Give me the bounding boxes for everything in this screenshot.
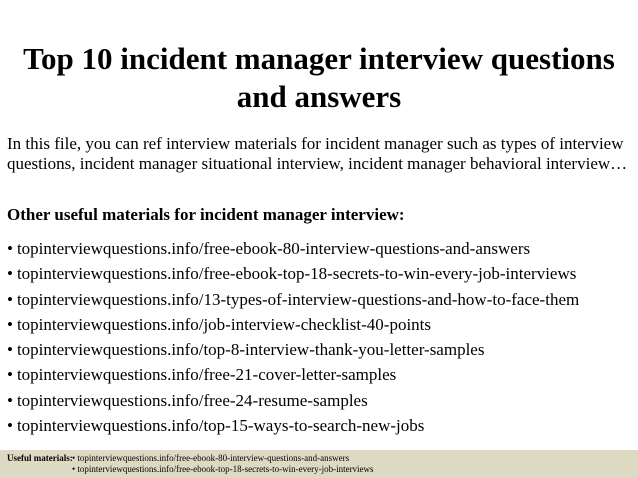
list-item — [7, 388, 579, 413]
list-item — [7, 236, 579, 261]
material-link[interactable]: topinterviewquestions.info/job-interview-checklist-40-points — [16, 314, 432, 334]
bullet: • — [7, 365, 13, 385]
material-link[interactable]: topinterviewquestions.info/13-types-of-interview-questions-and-how-to-face-them — [16, 289, 580, 309]
intro-paragraph: In this file, you can ref interview materials for incident manager such as types of interview questions, incident manager situational interview, incident manager behavioral interview… — [7, 134, 628, 173]
list-item — [7, 337, 579, 362]
bullet: • — [7, 416, 13, 436]
list-item — [7, 362, 579, 387]
footer-label — [7, 453, 72, 464]
footer-bullet: • — [72, 463, 76, 474]
material-link[interactable]: topinterviewquestions.info/free-24-resume-samples — [16, 390, 368, 410]
bullet: • — [7, 289, 13, 309]
footer-row — [7, 453, 638, 464]
bullet: • — [7, 314, 13, 334]
bullet: • — [7, 390, 13, 410]
bullet: • — [7, 264, 13, 284]
material-link[interactable]: topinterviewquestions.info/top-15-ways-to-search-new-jobs — [16, 416, 425, 436]
material-link[interactable]: topinterviewquestions.info/free-21-cover-letter-samples — [16, 365, 397, 385]
list-item — [7, 261, 579, 286]
footer-bar — [0, 450, 638, 478]
footer-label-text: Useful materials — [7, 453, 70, 463]
footer-link[interactable]: topinterviewquestions.info/free-ebook-80-interview-questions-and-answers — [77, 453, 350, 463]
material-link[interactable]: topinterviewquestions.info/free-ebook-top-18-secrets-to-win-every-job-interviews — [16, 264, 577, 284]
materials-heading: Other useful materials for incident manager interview: — [7, 205, 405, 224]
footer-link[interactable]: topinterviewquestions.info/free-ebook-top-18-secrets-to-win-every-job-interviews — [77, 463, 374, 474]
bullet: • — [7, 340, 13, 360]
list-item — [7, 287, 579, 312]
footer-label-separator: : — [69, 453, 73, 463]
page-title: Top 10 incident manager interview questions and answers — [23, 41, 615, 114]
bullet: • — [7, 239, 13, 258]
list-item — [7, 312, 579, 337]
list-item — [7, 413, 579, 438]
material-link[interactable]: topinterviewquestions.info/free-ebook-80-interview-questions-and-answers — [16, 239, 531, 258]
materials-link-list — [7, 236, 579, 438]
footer-bullet: • — [72, 453, 76, 463]
material-link[interactable]: topinterviewquestions.info/top-8-interview-thank-you-letter-samples — [16, 340, 485, 360]
footer-row — [7, 464, 638, 475]
